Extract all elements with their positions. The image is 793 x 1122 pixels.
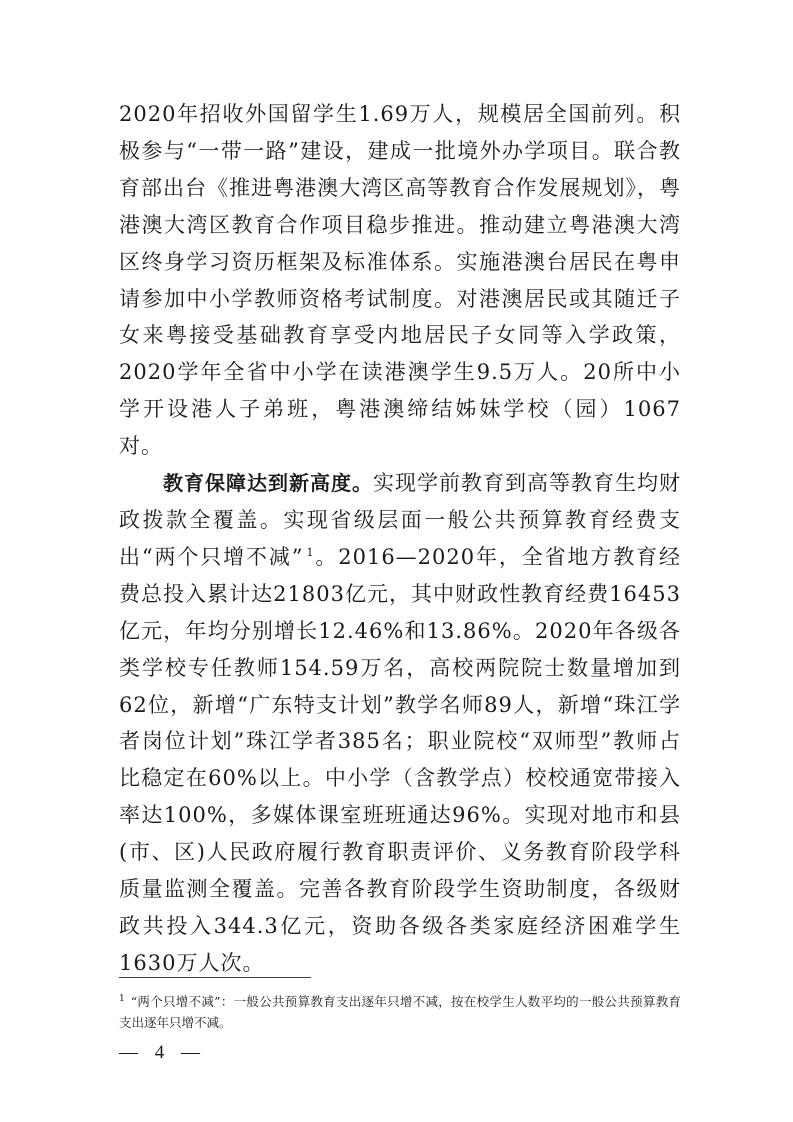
paragraph-international-cooperation: 2020年招收外国留学生1.69万人，规模居全国前列。积极参与“一带一路”建设，建成一批境外办学项目。联合教育部出台《推进粤港澳大湾区高等教育合作发展规划》，粤港澳大湾区教育合作项目稳步推进。推动建立粤港澳大湾区终身学习资历框架及标准体系。实施港澳台居民在粤申请参加中小学教师资格考试制度。对港澳居民或其随迁子女来粤接受基础教育享受内地居民子女同等入学政策，2020学年全省中小学在读港澳学生9.5万人。20所中小学开设港人子弟班，粤港澳缔结姊妹学校（园）1067对。 (119, 102, 681, 459)
paragraph-education-guarantee (119, 465, 681, 982)
paragraph-text-part-1: 实现学前教育到高等教育生均财政拨款全覆盖。实现省级层面一般公共预算教育经费支出“两个只增不减” (119, 471, 681, 569)
footnote-text: “两个只增不减”：一般公共预算教育支出逐年只增不减，按在校学生人数平均的一般公共预算教育支出逐年只增不减。 (119, 994, 681, 1031)
footnote-marker: 1 (119, 994, 125, 1004)
paragraph-lead-heading: 教育保障达到新高度。 (163, 471, 373, 496)
footnote (119, 989, 681, 1033)
paragraph-text-part-2: 。2016—2020年，全省地方教育经费总投入累计达21803亿元，其中财政性教育经费16453亿元，年均分别增长12.46%和13.86%。2020年各级各类学校专任教师154.59万名，高校两院院士数量增加到62位，新增“广东特支计划”教学名师89人，新增“珠江学者岗位计划”珠江学者385名；职业院校“双师型”教师占比稳定在60%以上。中小学（含教学点）校校通宽带接入率达100%，多媒体课室班班通达96%。实现对地市和县(市、区)人民政府履行教育职责评价、义务教育阶段学科质量监测全覆盖。完善各教育阶段学生资助制度，各级财政共投入344.3亿元，资助各级各类家庭经济困难学生1630万人次。 (119, 544, 681, 975)
page-number: — 4 — (119, 1042, 206, 1063)
footnote-reference[interactable]: 1 (306, 545, 315, 559)
body-text (119, 96, 681, 982)
footnote-divider (119, 977, 311, 978)
